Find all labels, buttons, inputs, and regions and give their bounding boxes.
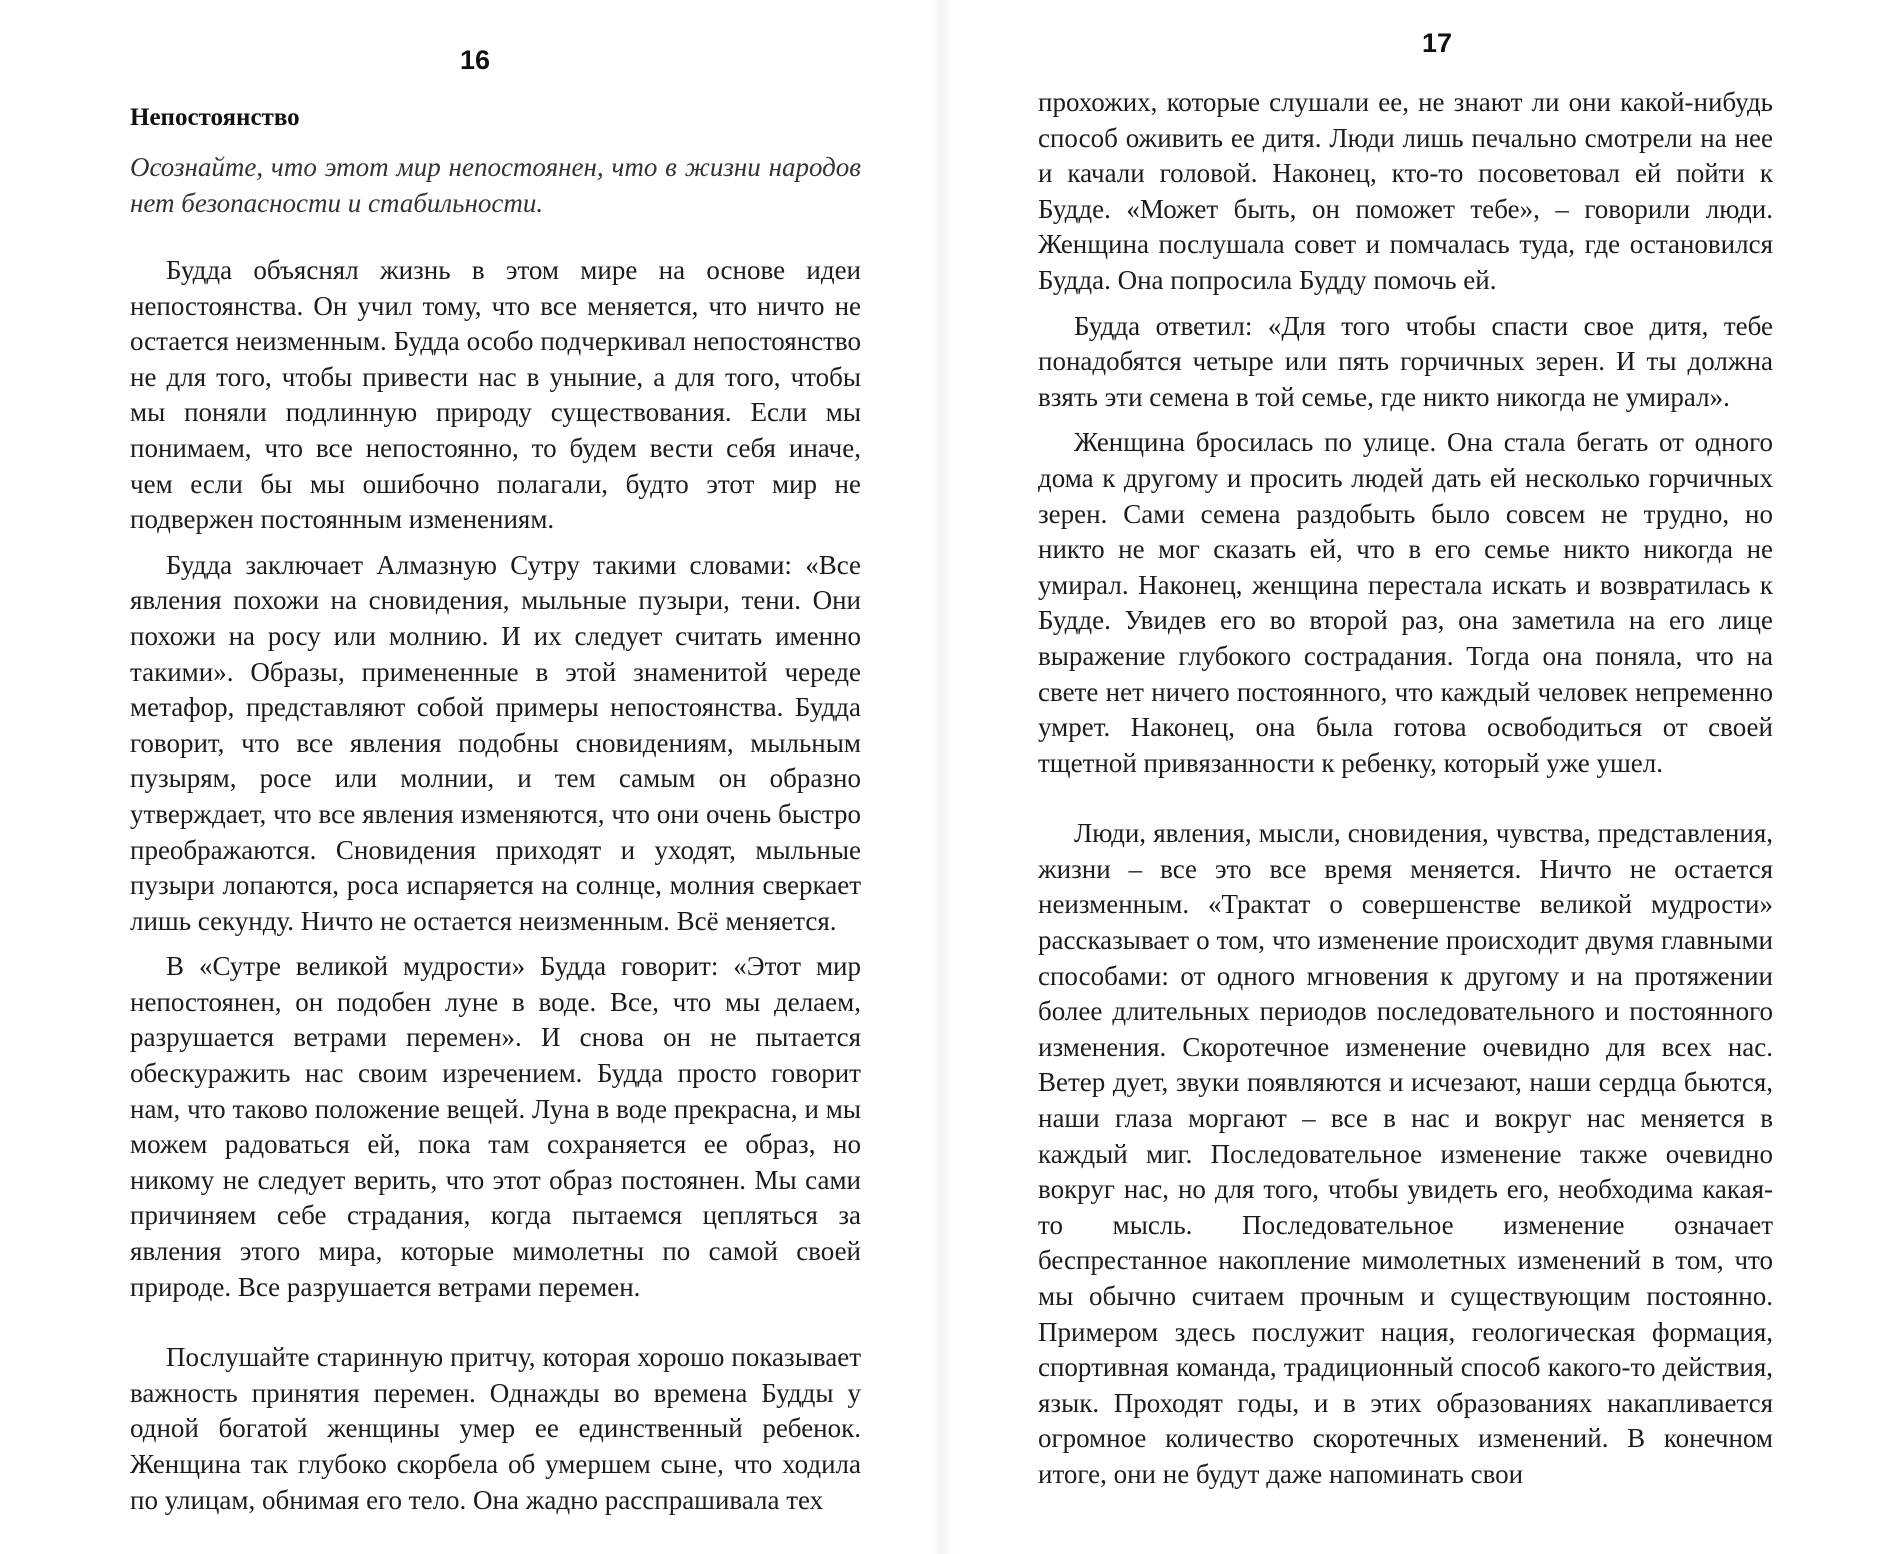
epigraph: Осознайте, что этот мир непостоянен, что в жизни народов нет безопасности и стабильности.: [130, 152, 861, 218]
page-body: [130, 253, 861, 1518]
page-number: 16: [460, 45, 491, 75]
paragraph: прохожих, которые слушали ее, не знают ли они какой-нибудь способ оживить ее дитя. Люди лишь печально смотрели на нее и качали головой. Наконец, кто-то посоветовал ей пойти к Будде. «Может быть, он поможет тебе», – говорили люди. Женщина послушала совет и помчалась туда, где остановился Будда. Она попросила Будду помочь ей.: [1038, 87, 1773, 295]
page-body: [1038, 85, 1773, 1493]
paragraph: Будда заключает Алмазную Сутру такими словами: «Все явления похожи на сновидения, мыльные пузыри, тени. Они похожи на росу или молнию. И их следует считать именно такими». Образы, примененные в этой знаменитой череде метафор, представляют собой примеры непостоянства. Будда говорит, что все явления подобны сновидениям, мыльным пузырям, росе или молнии, и тем самым он образно утверждает, что все явления изменяются, что они очень быстро преображаются. Сновидения приходят и уходят, мыльные пузыри лопаются, роса испаряется на солнце, молния сверкает лишь секунду. Ничто не остается неизменным. Всё меняется.: [130, 549, 861, 936]
paragraph: Будда ответил: «Для того чтобы спасти свое дитя, тебе понадобятся четыре или пять горчичных зерен. И ты должна взять эти семена в той семье, где никто никогда не умирал».: [1038, 310, 1773, 412]
paragraph: Женщина бросилась по улице. Она стала бегать от одного дома к другому и просить людей дать ей несколько горчичных зерен. Сами семена раздобыть было совсем не трудно, но никто не мог сказать ей, что в его семье никто никогда не умирал. Наконец, женщина перестала искать и возвратилась к Будде. Увидев его во второй раз, она заметила на его лице выражение глубокого сострадания. Тогда она поняла, что на свете нет ничего постоянного, что каждый человек непременно умрет. Наконец, она была готова освободиться от своей тщетной привязанности к ребенку, который уже ушел.: [1038, 427, 1773, 778]
paragraph: Послушайте старинную притчу, которая хорошо показывает важность принятия перемен. Однажды во времена Будды у одной богатой женщины умер ее единственный ребенок. Женщина так глубоко скорбела об умершем сыне, что ходила по улицам, обнимая его тело. Она жадно расспрашивала тех: [130, 1342, 861, 1515]
section-heading: Непостоянство: [130, 104, 300, 131]
paragraph: Люди, явления, мысли, сновидения, чувства, представления, жизни – все это все время меняется. Ничто не остается неизменным. «Трактат о совершенстве великой мудрости» рассказывает о том, что изменение происходит двумя главными способами: от одного мгновения к другому и на протяжении более длительных периодов последовательного и постоянного изменения. Скоротечное изменение очевидно для всех нас. Ветер дует, звуки появляются и исчезают, наши сердца бьются, наши глаза моргают – все в нас и вокруг нас меняется в каждый миг. Последовательное изменение также очевидно вокруг нас, но для того, чтобы увидеть его, необходима какая-то мысль. Последовательное изменение означает беспрестанное накопление мимолетных изменений в том, что мы обычно считаем прочным и существующим постоянно. Примером здесь послужит нация, геологическая формация, спортивная команда, традиционный способ какого-то действия, язык. Проходят годы, и в этих образованиях накапливается огромное количество скоротечных изменений. В конечном итоге, они не будут даже напоминать свои: [1038, 818, 1773, 1489]
paragraph: Будда объяснял жизнь в этом мире на основе идеи непостоянства. Он учил тому, что все меняется, что ничто не остается неизменным. Будда особо подчеркивал непостоянство не для того, чтобы привести нас в уныние, а для того, чтобы мы поняли подлинную природу существования. Если мы понимаем, что все непостоянно, то будем вести себя иначе, чем если бы мы ошибочно полагали, будто этот мир не подвержен постоянным изменениям.: [130, 255, 861, 535]
page-number: 17: [1422, 28, 1453, 58]
book-gutter: [930, 0, 954, 1554]
paragraph: В «Сутре великой мудрости» Будда говорит: «Этот мир непостоянен, он подобен луне в воде. Все, что мы делаем, разрушается ветрами перемен». И снова он не пытается обескуражить нас своим изречением. Будда просто говорит нам, что таково положение вещей. Луна в воде прекрасна, и мы можем радоваться ей, пока там сохраняется ее образ, но никому не следует верить, что этот образ постоянен. Мы сами причиняем себе страдания, когда пытаемся цепляться за явления этого мира, которые мимолетны по самой своей природе. Все разрушается ветрами перемен.: [130, 951, 861, 1302]
